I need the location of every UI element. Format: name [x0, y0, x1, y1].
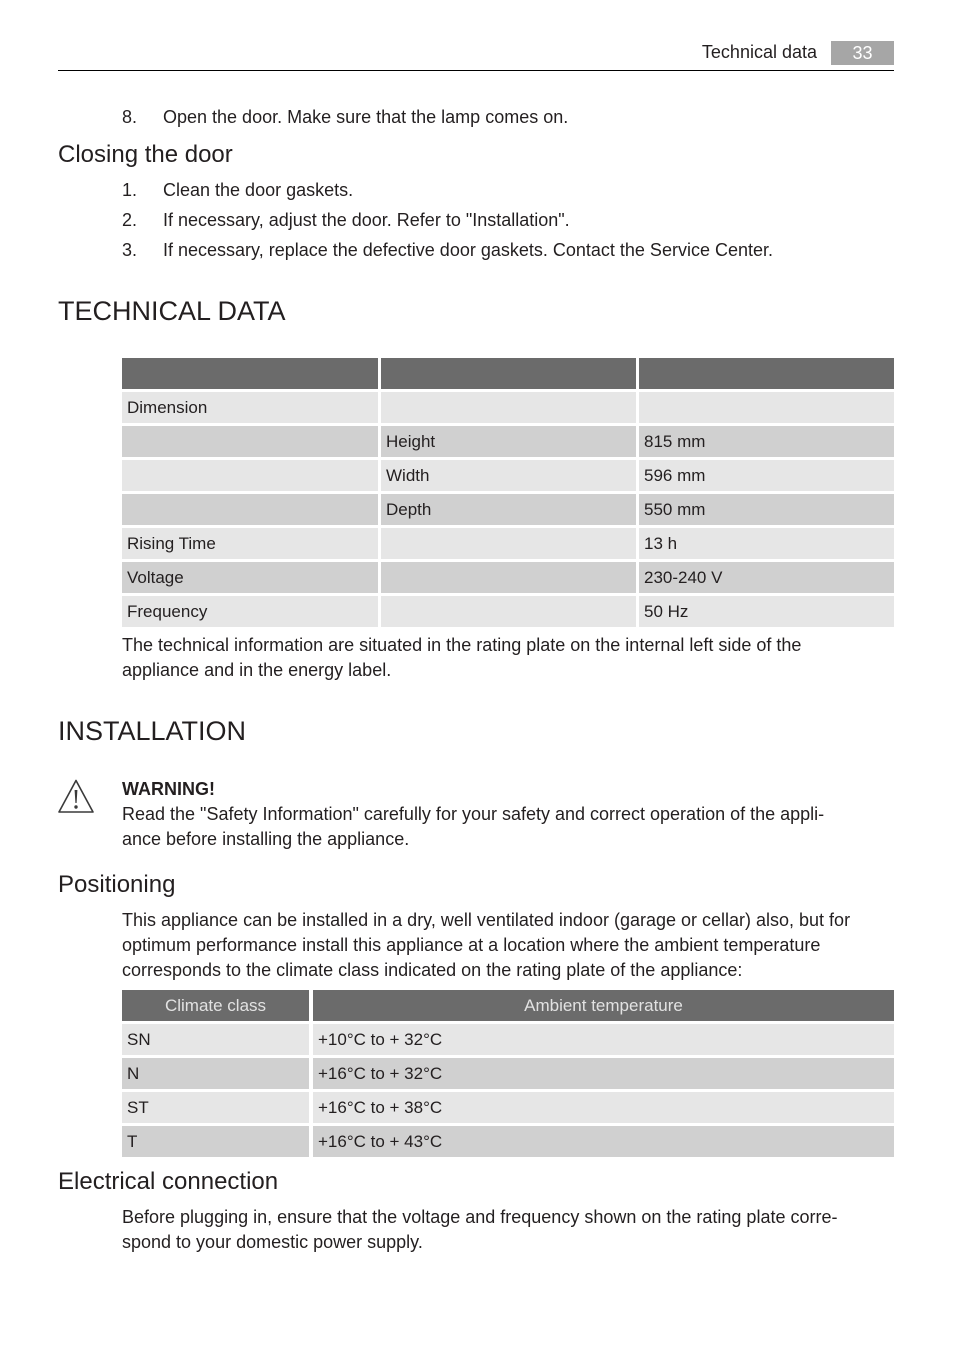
paragraph-line: spond to your domestic power supply.: [122, 1232, 423, 1252]
table-cell: +16°C to + 38°C: [313, 1092, 894, 1123]
list-item-text: Open the door. Make sure that the lamp comes on.: [163, 107, 569, 127]
table-cell: ST: [122, 1092, 309, 1123]
table-cell: [639, 392, 894, 423]
table-header-cell: [122, 358, 378, 389]
table-cell: N: [122, 1058, 309, 1089]
table-cell: [122, 426, 378, 457]
list-item-number: 1.: [122, 180, 138, 200]
table-cell: [381, 392, 636, 423]
table-header-cell: Climate class: [122, 990, 309, 1021]
table-cell: [381, 562, 636, 593]
table-cell: [381, 596, 636, 627]
paragraph-line: optimum performance install this appliance at a location where the ambient temperature: [122, 935, 821, 955]
list-item: [122, 178, 894, 203]
paragraph-line: Before plugging in, ensure that the voltage and frequency shown on the rating plate corre-: [122, 1207, 838, 1227]
table-cell: Width: [381, 460, 636, 491]
warning-text-line: Read the "Safety Information" carefully for your safety and correct operation of the appli-: [122, 804, 825, 824]
page-number: 33: [831, 41, 894, 65]
chapter-heading-installation: INSTALLATION: [58, 716, 247, 746]
table-cell: Frequency: [122, 596, 378, 627]
list-item: [122, 238, 894, 263]
table-cell: Height: [381, 426, 636, 457]
list-item: [122, 208, 894, 233]
chapter-heading-technical-data: TECHNICAL DATA: [58, 296, 286, 326]
table-cell: Rising Time: [122, 528, 378, 559]
list-item-text: If necessary, replace the defective door gaskets. Contact the Service Center.: [163, 240, 773, 260]
table-header-cell: Ambient temperature: [313, 990, 894, 1021]
table-cell: 596 mm: [639, 460, 894, 491]
table-cell: SN: [122, 1024, 309, 1055]
list-item-number: 8.: [122, 107, 138, 127]
table-header-cell: [381, 358, 636, 389]
warning-label: WARNING!: [122, 779, 215, 799]
table-cell: +16°C to + 43°C: [313, 1126, 894, 1157]
warning-block: [122, 777, 894, 852]
list-item-number: 3.: [122, 240, 138, 260]
warning-triangle-icon: [57, 778, 95, 815]
warning-text-line: ance before installing the appliance.: [122, 829, 410, 849]
paragraph-line: The technical information are situated in the rating plate on the internal left side of the: [122, 635, 802, 655]
table-cell: 230-240 V: [639, 562, 894, 593]
table-cell: +16°C to + 32°C: [313, 1058, 894, 1089]
electrical-connection-paragraph: [122, 1205, 894, 1255]
table-cell: Depth: [381, 494, 636, 525]
paragraph-line: corresponds to the climate class indicated on the rating plate of the appliance:: [122, 960, 743, 980]
section-heading-positioning: Positioning: [58, 871, 176, 898]
running-header-title: Technical data: [701, 42, 817, 62]
section-heading-electrical-connection: Electrical connection: [58, 1168, 279, 1195]
paragraph-line: This appliance can be installed in a dry, well ventilated indoor (garage or cellar) also, but for: [122, 910, 851, 930]
header-rule: [58, 70, 894, 71]
list-item-number: 2.: [122, 210, 138, 230]
table-cell: Voltage: [122, 562, 378, 593]
list-item-text: Clean the door gaskets.: [163, 180, 354, 200]
table-cell: T: [122, 1126, 309, 1157]
list-item: [122, 105, 894, 130]
table-cell: [122, 494, 378, 525]
table-cell: 50 Hz: [639, 596, 894, 627]
paragraph-line: appliance and in the energy label.: [122, 660, 392, 680]
positioning-paragraph: [122, 908, 894, 983]
table-cell: +10°C to + 32°C: [313, 1024, 894, 1055]
technical-data-table: [122, 358, 894, 627]
list-item-text: If necessary, adjust the door. Refer to "Installation".: [163, 210, 570, 230]
table-cell: [381, 528, 636, 559]
section-heading-closing-door: Closing the door: [58, 141, 233, 168]
climate-class-table: [122, 990, 894, 1157]
table-header-cell: [639, 358, 894, 389]
table-cell: Dimension: [122, 392, 378, 423]
table-cell: [122, 460, 378, 491]
table-cell: 13 h: [639, 528, 894, 559]
table-cell: 815 mm: [639, 426, 894, 457]
table-cell: 550 mm: [639, 494, 894, 525]
technical-data-note: [122, 633, 894, 683]
